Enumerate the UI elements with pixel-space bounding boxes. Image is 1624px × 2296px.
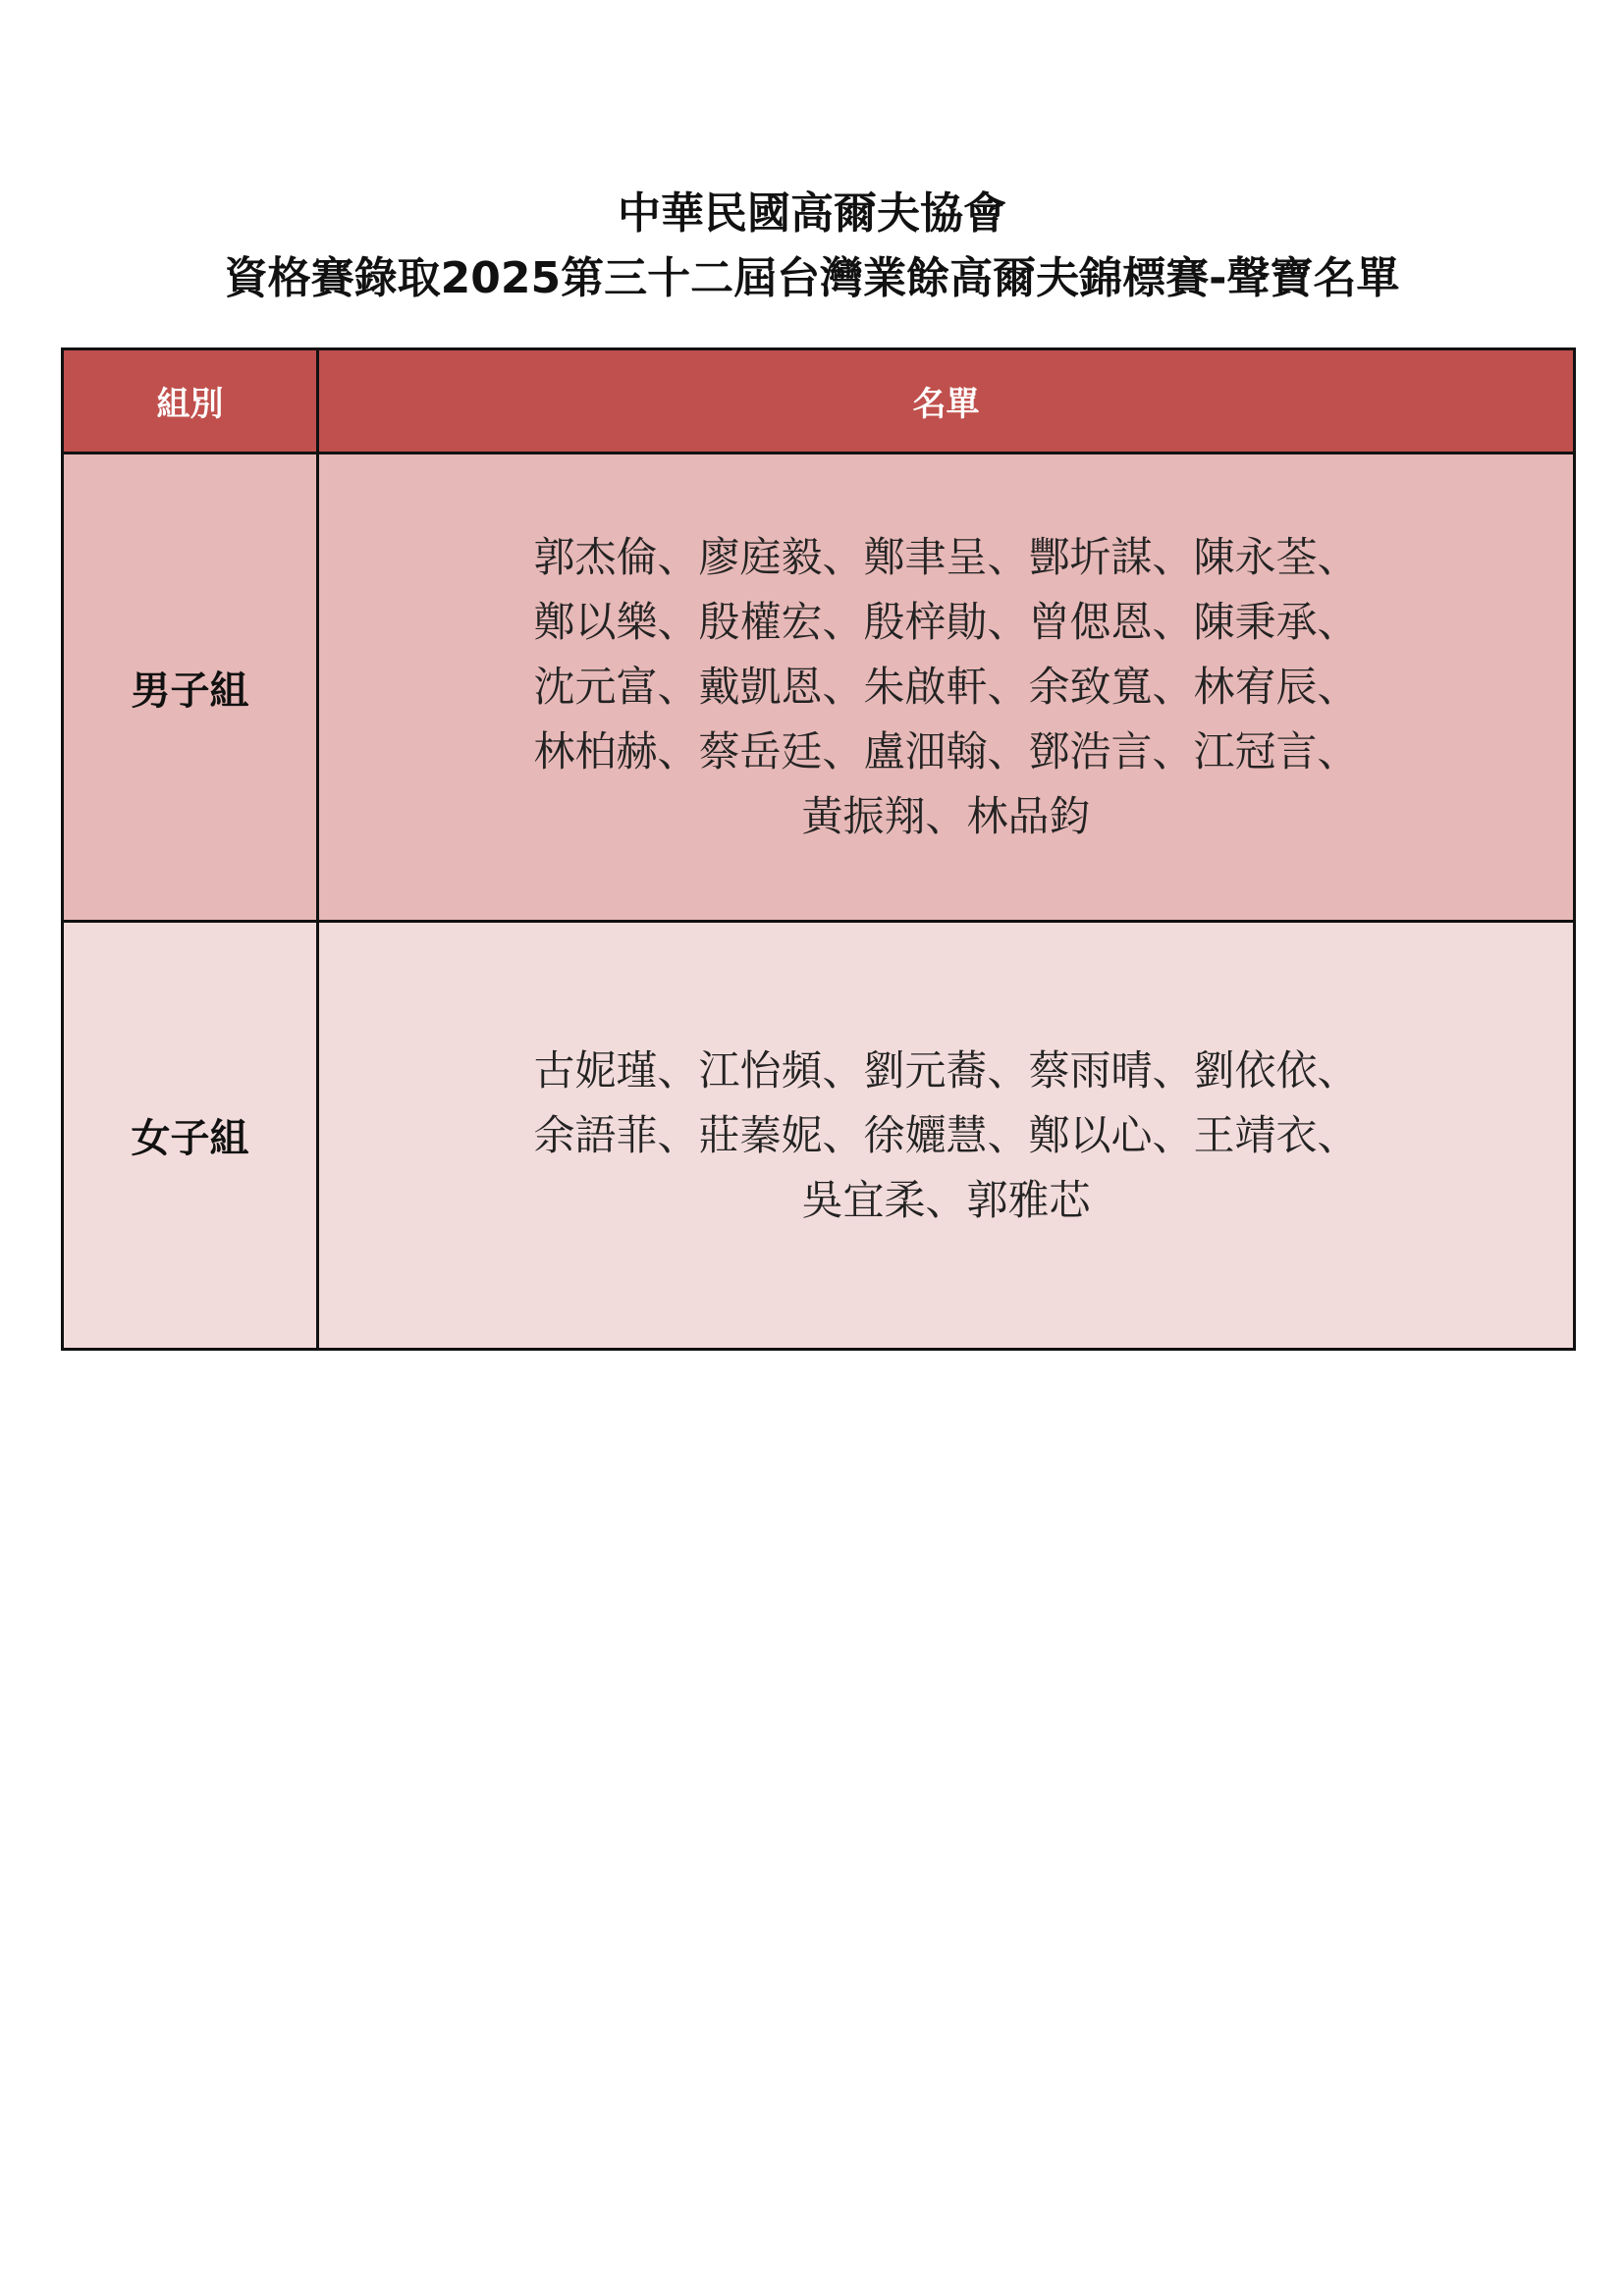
names-line: 鄭以樂、殷權宏、殷梓勛、曾偲恩、陳秉承、 (533, 598, 1359, 646)
roster-table (61, 347, 1576, 1351)
document-title: 中華民國高爾夫協會 (618, 188, 1006, 239)
names-line: 吳宜柔、郭雅芯 (801, 1175, 1091, 1224)
header-names: 名單 (318, 349, 1575, 454)
table-row-women (63, 922, 1575, 1350)
table-header-row (63, 349, 1575, 454)
table-row-men (63, 454, 1575, 922)
names-line: 沈元富、戴凱恩、朱啟軒、余致寬、林宥辰、 (533, 663, 1359, 711)
names-line: 郭杰倫、廖庭毅、鄭聿呈、酆圻謀、陳永荃、 (533, 533, 1359, 581)
names-line: 余語菲、莊蓁妮、徐孋慧、鄭以心、王靖衣、 (533, 1110, 1359, 1159)
document-subtitle: 資格賽錄取2025第三十二屆台灣業餘高爾夫錦標賽-聲寶名單 (224, 253, 1400, 303)
names-line: 黃振翔、林品鈞 (801, 792, 1091, 840)
names-line: 林柏赫、蔡岳廷、盧沺翰、鄧浩言、江冠言、 (533, 727, 1359, 775)
names-cell-men (318, 454, 1575, 922)
names-line: 古妮瑾、江怡頻、劉元蕎、蔡雨晴、劉依依、 (533, 1045, 1359, 1095)
group-label-women: 女子組 (63, 922, 318, 1350)
header-group: 組別 (63, 349, 318, 454)
names-cell-women (318, 922, 1575, 1350)
group-label-men: 男子組 (63, 454, 318, 922)
